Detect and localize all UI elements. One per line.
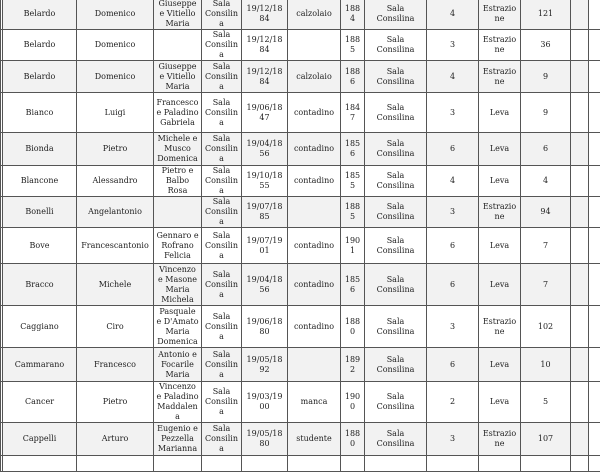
empty-cell xyxy=(571,93,589,133)
surname-cell: Bianco xyxy=(3,93,77,133)
source-cell: Estrazione xyxy=(479,197,521,228)
birthplace-cell: Sala Consilina xyxy=(202,423,242,456)
empty-cell xyxy=(571,456,589,472)
district-cell: Sala Consilina xyxy=(365,306,427,348)
surname-cell: Belardo xyxy=(3,61,77,93)
table-row xyxy=(1,423,600,456)
parents-cell xyxy=(154,456,202,472)
class-year-cell: 1885 xyxy=(341,30,365,61)
trailing-spacer-cell xyxy=(589,93,600,133)
profession-cell xyxy=(288,348,341,382)
class-year-cell: 1885 xyxy=(341,197,365,228)
source-cell: Leva xyxy=(479,264,521,306)
empty-cell xyxy=(571,348,589,382)
number-cell: 94 xyxy=(521,197,571,228)
source-cell: Leva xyxy=(479,133,521,166)
category-cell: 3 xyxy=(427,197,479,228)
district-cell: Sala Consilina xyxy=(365,264,427,306)
birth-date-cell: 19/05/1880 xyxy=(242,423,288,456)
trailing-spacer-cell xyxy=(589,348,600,382)
surname-cell: Bonelli xyxy=(3,197,77,228)
birthplace-cell: Sala Consilina xyxy=(202,0,242,30)
district-cell: Sala Consilina xyxy=(365,197,427,228)
trailing-spacer-cell xyxy=(589,166,600,197)
birth-date-cell: 19/06/1880 xyxy=(242,306,288,348)
birth-date-cell: 19/04/1856 xyxy=(242,264,288,306)
trailing-spacer-cell xyxy=(589,264,600,306)
number-cell xyxy=(521,456,571,472)
district-cell xyxy=(365,456,427,472)
category-cell: 3 xyxy=(427,306,479,348)
parents-cell: Francesco e Paladino Gabriela xyxy=(154,93,202,133)
category-cell: 3 xyxy=(427,30,479,61)
birthplace-cell xyxy=(202,456,242,472)
name-cell: Angelantonio xyxy=(77,197,154,228)
category-cell: 6 xyxy=(427,348,479,382)
parents-cell: Vincenzo e Masone Maria Michela xyxy=(154,264,202,306)
name-cell: Ciro xyxy=(77,306,154,348)
birth-date-cell: 19/03/1900 xyxy=(242,382,288,423)
profession-cell: contadino xyxy=(288,166,341,197)
class-year-cell: 1901 xyxy=(341,228,365,264)
birth-date-cell: 19/07/1901 xyxy=(242,228,288,264)
parents-cell xyxy=(154,197,202,228)
birth-date-cell: 19/06/1847 xyxy=(242,93,288,133)
name-cell: Arturo xyxy=(77,423,154,456)
trailing-spacer-cell xyxy=(589,30,600,61)
table-row xyxy=(1,382,600,423)
trailing-spacer-cell xyxy=(589,306,600,348)
number-cell: 9 xyxy=(521,61,571,93)
number-cell: 36 xyxy=(521,30,571,61)
class-year-cell: 1856 xyxy=(341,133,365,166)
empty-cell xyxy=(571,30,589,61)
number-cell: 107 xyxy=(521,423,571,456)
table-row xyxy=(1,166,600,197)
birth-date-cell xyxy=(242,456,288,472)
birthplace-cell: Sala Consilina xyxy=(202,133,242,166)
empty-cell xyxy=(571,197,589,228)
birth-date-cell: 19/10/1855 xyxy=(242,166,288,197)
district-cell: Sala Consilina xyxy=(365,133,427,166)
category-cell: 6 xyxy=(427,133,479,166)
district-cell: Sala Consilina xyxy=(365,382,427,423)
table-row xyxy=(1,93,600,133)
source-cell: Estrazione xyxy=(479,306,521,348)
parents-cell: Gennaro e Rofrano Felicia xyxy=(154,228,202,264)
profession-cell: calzolaio xyxy=(288,0,341,30)
parents-cell: Antonio e Focarile Maria xyxy=(154,348,202,382)
name-cell: Francesco xyxy=(77,348,154,382)
name-cell: Domenico xyxy=(77,30,154,61)
category-cell xyxy=(427,456,479,472)
surname-cell: Bracco xyxy=(3,264,77,306)
class-year-cell: 1900 xyxy=(341,382,365,423)
birthplace-cell: Sala Consilina xyxy=(202,264,242,306)
class-year-cell xyxy=(341,456,365,472)
number-cell: 9 xyxy=(521,93,571,133)
source-cell: Estrazione xyxy=(479,61,521,93)
surname-cell: Cappelli xyxy=(3,423,77,456)
source-cell: Leva xyxy=(479,382,521,423)
profession-cell: studente xyxy=(288,423,341,456)
table-row xyxy=(1,348,600,382)
class-year-cell: 1856 xyxy=(341,264,365,306)
category-cell: 6 xyxy=(427,264,479,306)
name-cell: Pietro xyxy=(77,382,154,423)
birth-date-cell: 19/07/1885 xyxy=(242,197,288,228)
surname-cell: Bove xyxy=(3,228,77,264)
source-cell: Leva xyxy=(479,166,521,197)
birth-date-cell: 19/12/1884 xyxy=(242,61,288,93)
number-cell: 7 xyxy=(521,228,571,264)
district-cell: Sala Consilina xyxy=(365,423,427,456)
name-cell: Luigi xyxy=(77,93,154,133)
trailing-spacer-cell xyxy=(589,0,600,30)
category-cell: 2 xyxy=(427,382,479,423)
source-cell: Estrazione xyxy=(479,0,521,30)
trailing-spacer-cell xyxy=(589,61,600,93)
profession-cell: contadino xyxy=(288,133,341,166)
surname-cell: Caggiano xyxy=(3,306,77,348)
profession-cell: contadino xyxy=(288,228,341,264)
birth-date-cell: 19/12/1884 xyxy=(242,0,288,30)
surname-cell xyxy=(3,456,77,472)
number-cell: 102 xyxy=(521,306,571,348)
district-cell: Sala Consilina xyxy=(365,93,427,133)
parents-cell: Michele e Musco Domenica xyxy=(154,133,202,166)
category-cell: 3 xyxy=(427,93,479,133)
parents-cell: Pasquale e D'Amato Maria Domenica xyxy=(154,306,202,348)
source-cell: Leva xyxy=(479,93,521,133)
surname-cell: Blancone xyxy=(3,166,77,197)
birthplace-cell: Sala Consilina xyxy=(202,348,242,382)
trailing-spacer-cell xyxy=(589,382,600,423)
birthplace-cell: Sala Consilina xyxy=(202,382,242,423)
profession-cell: contadino xyxy=(288,93,341,133)
empty-cell xyxy=(571,0,589,30)
source-cell xyxy=(479,456,521,472)
empty-cell xyxy=(571,133,589,166)
trailing-spacer-cell xyxy=(589,456,600,472)
parents-cell: Giuseppe e Vitiello Maria xyxy=(154,61,202,93)
empty-cell xyxy=(571,306,589,348)
number-cell: 5 xyxy=(521,382,571,423)
class-year-cell: 1884 xyxy=(341,0,365,30)
trailing-spacer-cell xyxy=(589,423,600,456)
parents-cell xyxy=(154,30,202,61)
name-cell: Domenico xyxy=(77,61,154,93)
class-year-cell: 1847 xyxy=(341,93,365,133)
birth-date-cell: 19/04/1856 xyxy=(242,133,288,166)
table-row xyxy=(1,456,600,472)
name-cell: Domenico xyxy=(77,0,154,30)
category-cell: 4 xyxy=(427,166,479,197)
surname-cell: Cancer xyxy=(3,382,77,423)
number-cell: 7 xyxy=(521,264,571,306)
table-row xyxy=(1,264,600,306)
trailing-spacer-cell xyxy=(589,133,600,166)
category-cell: 4 xyxy=(427,0,479,30)
category-cell: 4 xyxy=(427,61,479,93)
name-cell: Michele xyxy=(77,264,154,306)
number-cell: 6 xyxy=(521,133,571,166)
surname-cell: Cammarano xyxy=(3,348,77,382)
source-cell: Leva xyxy=(479,228,521,264)
empty-cell xyxy=(571,423,589,456)
parents-cell: Vincenzo e Paladino Maddalena xyxy=(154,382,202,423)
name-cell xyxy=(77,456,154,472)
empty-cell xyxy=(571,264,589,306)
surname-cell: Belardo xyxy=(3,30,77,61)
profession-cell: manca xyxy=(288,382,341,423)
profession-cell: contadino xyxy=(288,264,341,306)
birthplace-cell: Sala Consilina xyxy=(202,30,242,61)
category-cell: 6 xyxy=(427,228,479,264)
birthplace-cell: Sala Consilina xyxy=(202,306,242,348)
empty-cell xyxy=(571,61,589,93)
category-cell: 3 xyxy=(427,423,479,456)
table-row xyxy=(1,30,600,61)
birthplace-cell: Sala Consilina xyxy=(202,197,242,228)
district-cell: Sala Consilina xyxy=(365,228,427,264)
trailing-spacer-cell xyxy=(589,197,600,228)
profession-cell xyxy=(288,197,341,228)
surname-cell: Bionda xyxy=(3,133,77,166)
empty-cell xyxy=(571,166,589,197)
trailing-spacer-cell xyxy=(589,228,600,264)
district-cell: Sala Consilina xyxy=(365,348,427,382)
number-cell: 121 xyxy=(521,0,571,30)
class-year-cell: 1886 xyxy=(341,61,365,93)
parents-cell: Eugenio e Pezzella Marianna xyxy=(154,423,202,456)
birthplace-cell: Sala Consilina xyxy=(202,228,242,264)
source-cell: Leva xyxy=(479,348,521,382)
district-cell: Sala Consilina xyxy=(365,61,427,93)
surname-cell: Belardo xyxy=(3,0,77,30)
table-row xyxy=(1,61,600,93)
district-cell: Sala Consilina xyxy=(365,0,427,30)
class-year-cell: 1855 xyxy=(341,166,365,197)
table-row xyxy=(1,228,600,264)
profession-cell xyxy=(288,30,341,61)
number-cell: 10 xyxy=(521,348,571,382)
empty-cell xyxy=(571,228,589,264)
class-year-cell: 1880 xyxy=(341,423,365,456)
parents-cell: Pietro e Balbo Rosa xyxy=(154,166,202,197)
district-cell: Sala Consilina xyxy=(365,166,427,197)
class-year-cell: 1880 xyxy=(341,306,365,348)
table-row xyxy=(1,197,600,228)
number-cell: 4 xyxy=(521,166,571,197)
table-row xyxy=(1,306,600,348)
table-row xyxy=(1,133,600,166)
birthplace-cell: Sala Consilina xyxy=(202,166,242,197)
parents-cell: Giuseppe e Vitiello Maria xyxy=(154,0,202,30)
name-cell: Alessandro xyxy=(77,166,154,197)
source-cell: Estrazione xyxy=(479,423,521,456)
empty-cell xyxy=(571,382,589,423)
profession-cell: contadino xyxy=(288,306,341,348)
birth-date-cell: 19/05/1892 xyxy=(242,348,288,382)
district-cell: Sala Consilina xyxy=(365,30,427,61)
birthplace-cell: Sala Consilina xyxy=(202,93,242,133)
table-row xyxy=(1,0,600,30)
birth-date-cell: 19/12/1884 xyxy=(242,30,288,61)
source-cell: Estrazione xyxy=(479,30,521,61)
birthplace-cell: Sala Consilina xyxy=(202,61,242,93)
class-year-cell: 1892 xyxy=(341,348,365,382)
profession-cell xyxy=(288,456,341,472)
profession-cell: calzolaio xyxy=(288,61,341,93)
name-cell: Pietro xyxy=(77,133,154,166)
name-cell: Francescantonio xyxy=(77,228,154,264)
